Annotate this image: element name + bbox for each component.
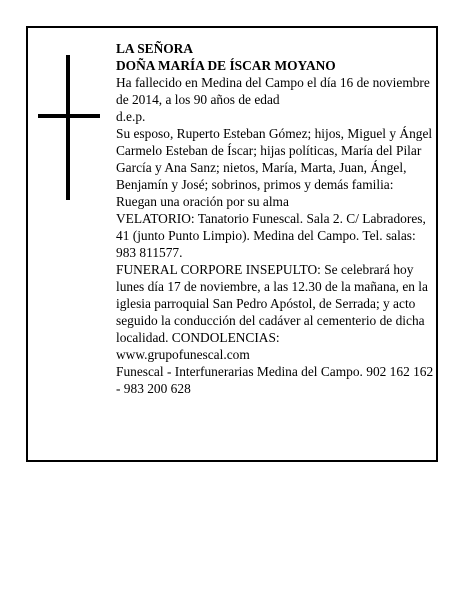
funeral-info: FUNERAL CORPORE INSEPULTO: Se celebrará hoy lunes día 17 de noviembre, a las 12.30 de la mañana, en la iglesia parroquial San Pedro Apóstol, de Serrada; y acto seguido la conducción del cadáver al cementerio de dicha localidad. CONDOLENCIAS: xyxy=(116,262,428,345)
rip-text: d.e.p. xyxy=(116,109,146,124)
deceased-name: DOÑA MARÍA DE ÍSCAR MOYANO xyxy=(116,58,336,73)
cross-vertical-bar xyxy=(66,55,70,200)
cross-icon xyxy=(38,55,100,200)
family-list: Su esposo, Ruperto Esteban Gómez; hijos, Miguel y Ángel Carmelo Esteban de Íscar; hijas políticas, María del Pilar García y Ana Sanz; nietos, María, Marta, Juan, Ángel, Benjamín y José; sobrinos, primos y demás familia: xyxy=(116,126,433,192)
velatorio-info: VELATORIO: Tanatorio Funescal. Sala 2. C/ Labradores, 41 (junto Punto Limpio). Medina del Campo. Tel. salas: 983 811577. xyxy=(116,211,426,260)
heading-title: LA SEÑORA xyxy=(116,41,194,56)
funeral-home-contact: Funescal - Interfunerarias Medina del Campo. 902 162 162 - 983 200 628 xyxy=(116,364,434,396)
obituary-notice xyxy=(26,26,438,462)
cross-horizontal-bar xyxy=(38,114,100,118)
death-announcement: Ha fallecido en Medina del Campo el día 16 de noviembre de 2014, a los 90 años de edad xyxy=(116,75,430,107)
condolences-website-link[interactable]: www.grupofunescal.com xyxy=(116,347,250,362)
notice-content xyxy=(116,40,434,397)
prayer-request: Ruegan una oración por su alma xyxy=(116,194,289,209)
